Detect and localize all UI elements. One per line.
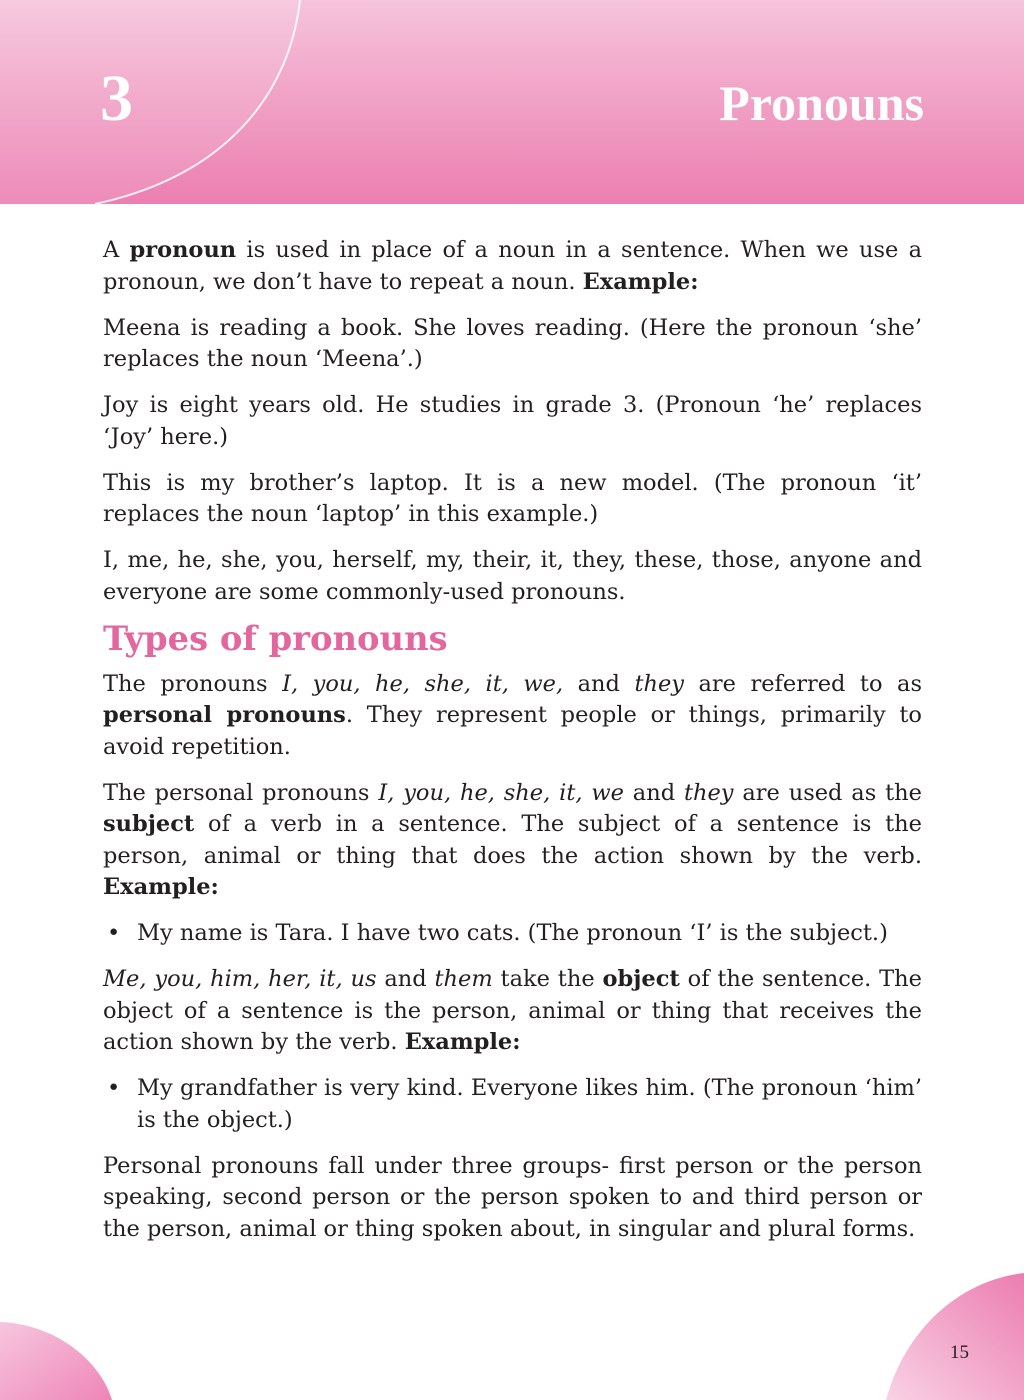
text-run: and: [563, 670, 635, 697]
text-run: of the sentence. The object of a sentence is the person, animal or thing that receives the action shown by the verb.: [103, 966, 922, 1055]
chapter-header-banner: [0, 0, 1024, 204]
text-run: is used in place of a noun in a sentence. When we use a pronoun, we don’t have to repeat a noun.: [103, 237, 922, 295]
text-run: and: [376, 966, 435, 992]
text-run: are referred to as: [684, 670, 922, 697]
page-body: [103, 235, 922, 1260]
chapter-number: 3: [100, 62, 133, 135]
example-label: Example:: [582, 268, 699, 295]
text-run: are used as the: [733, 779, 922, 806]
example-paragraph-joy: Joy is eight years old. He studies in grade 3. (Pronoun ‘he’ replaces ‘Joy’ here.): [103, 392, 922, 450]
term-object: object: [602, 966, 680, 992]
paragraph-personal-pronouns: [103, 669, 922, 764]
italic-pronoun-they: they: [683, 779, 734, 806]
chapter-title: Pronouns: [719, 75, 924, 131]
text-run: . They represent people or things, primarily to avoid repetition.: [103, 702, 922, 760]
text-run: and: [623, 779, 684, 806]
italic-pronoun-them: them: [434, 966, 493, 992]
paragraph-common-pronouns: I, me, he, she, you, herself, my, their, it, they, these, those, anyone and everyone are some commonly-used pronouns.: [103, 547, 922, 605]
paragraph-definition: [103, 235, 922, 298]
example-paragraph-meena: Meena is reading a book. She loves reading. (Here the pronoun ‘she’ replaces the noun ‘Meena’.): [103, 314, 922, 372]
term-personal-pronouns: personal pronouns: [103, 702, 346, 728]
paragraph-three-groups: Personal pronouns fall under three groups- first person or the person speaking, second person or the person spoken to and third person or the person, animal or thing spoken about, in singular and plural forms.: [103, 1152, 922, 1242]
text-run: The pronouns: [103, 670, 283, 697]
text-run: of a verb in a sentence. The subject of a sentence is the person, animal or thing that does the action shown by the verb.: [103, 811, 922, 869]
term-subject: subject: [103, 811, 195, 837]
corner-decoration-bottom-left: [0, 1322, 120, 1400]
italic-pronouns: Me, you, him, her, it, us: [103, 966, 377, 992]
bullet-text: My name is Tara. I have two cats. (The pronoun ‘I’ is the subject.): [137, 920, 888, 946]
example-label: Example:: [103, 874, 219, 900]
text-run: take the: [492, 966, 603, 992]
page-number: 15: [950, 1342, 969, 1363]
text-run: A: [103, 237, 130, 263]
paragraph-object: [103, 964, 922, 1059]
bullet-dot-icon: •: [107, 1075, 121, 1101]
italic-pronouns: I, you, he, she, it, we: [378, 779, 624, 806]
bullet-dot-icon: •: [107, 920, 121, 946]
text-run: The personal pronouns: [103, 779, 379, 806]
paragraph-subject: [103, 778, 922, 904]
example-paragraph-laptop: This is my brother’s laptop. It is a new model. (The pronoun ‘it’ replaces the noun ‘laptop’ in this example.): [103, 469, 922, 527]
italic-pronoun-they: they: [634, 670, 684, 697]
example-label: Example:: [404, 1029, 521, 1055]
italic-pronouns: I, you, he, she, it, we,: [282, 670, 564, 697]
bullet-text: My grandfather is very kind. Everyone likes him. (The pronoun ‘him’ is the object.): [137, 1075, 922, 1133]
section-heading-types: Types of pronouns: [103, 617, 448, 658]
bullet-item-subject-example: [103, 918, 922, 950]
bullet-item-object-example: [103, 1073, 922, 1136]
corner-decoration-bottom-right: [886, 1273, 1024, 1400]
term-pronoun: pronoun: [129, 237, 237, 263]
